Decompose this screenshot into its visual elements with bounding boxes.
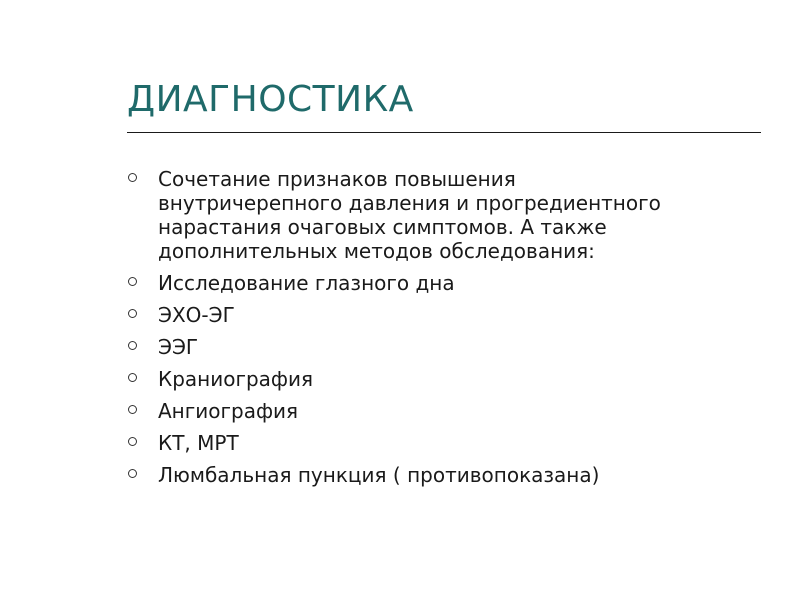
list-item-text-line: Исследование глазного дна xyxy=(158,271,455,295)
slide-title: ДИАГНОСТИКА xyxy=(127,79,414,120)
hollow-circle-icon xyxy=(128,437,137,446)
list-item xyxy=(128,399,768,423)
list-item xyxy=(128,335,768,359)
list-item xyxy=(128,367,768,391)
list-item-text-line: нарастания очаговых симптомов. А также xyxy=(158,215,607,239)
hollow-circle-icon xyxy=(128,173,137,182)
list-item-text-line: ЭХО-ЭГ xyxy=(158,303,235,327)
list-item-text-line: Люмбальная пункция ( противопоказана) xyxy=(158,463,600,487)
hollow-circle-icon xyxy=(128,341,137,350)
list-item-text-line: внутричерепного давления и прогредиентного xyxy=(158,191,661,215)
list-item-text-line: КТ, МРТ xyxy=(158,431,239,455)
list-item-text-line: дополнительных методов обследования: xyxy=(158,239,595,263)
list-item-text-line: ЭЭГ xyxy=(158,335,199,359)
list-item xyxy=(128,463,768,487)
list-item-text-line: Сочетание признаков повышения xyxy=(158,167,516,191)
list-item xyxy=(128,271,768,295)
list-item xyxy=(128,431,768,455)
list-item-text-line: Ангиография xyxy=(158,399,299,423)
list-item xyxy=(128,303,768,327)
hollow-circle-icon xyxy=(128,469,137,478)
bullet-list xyxy=(128,167,768,495)
hollow-circle-icon xyxy=(128,405,137,414)
title-divider xyxy=(127,132,761,133)
list-item-text-line: Краниография xyxy=(158,367,314,391)
hollow-circle-icon xyxy=(128,277,137,286)
list-item xyxy=(128,167,768,263)
hollow-circle-icon xyxy=(128,309,137,318)
hollow-circle-icon xyxy=(128,373,137,382)
